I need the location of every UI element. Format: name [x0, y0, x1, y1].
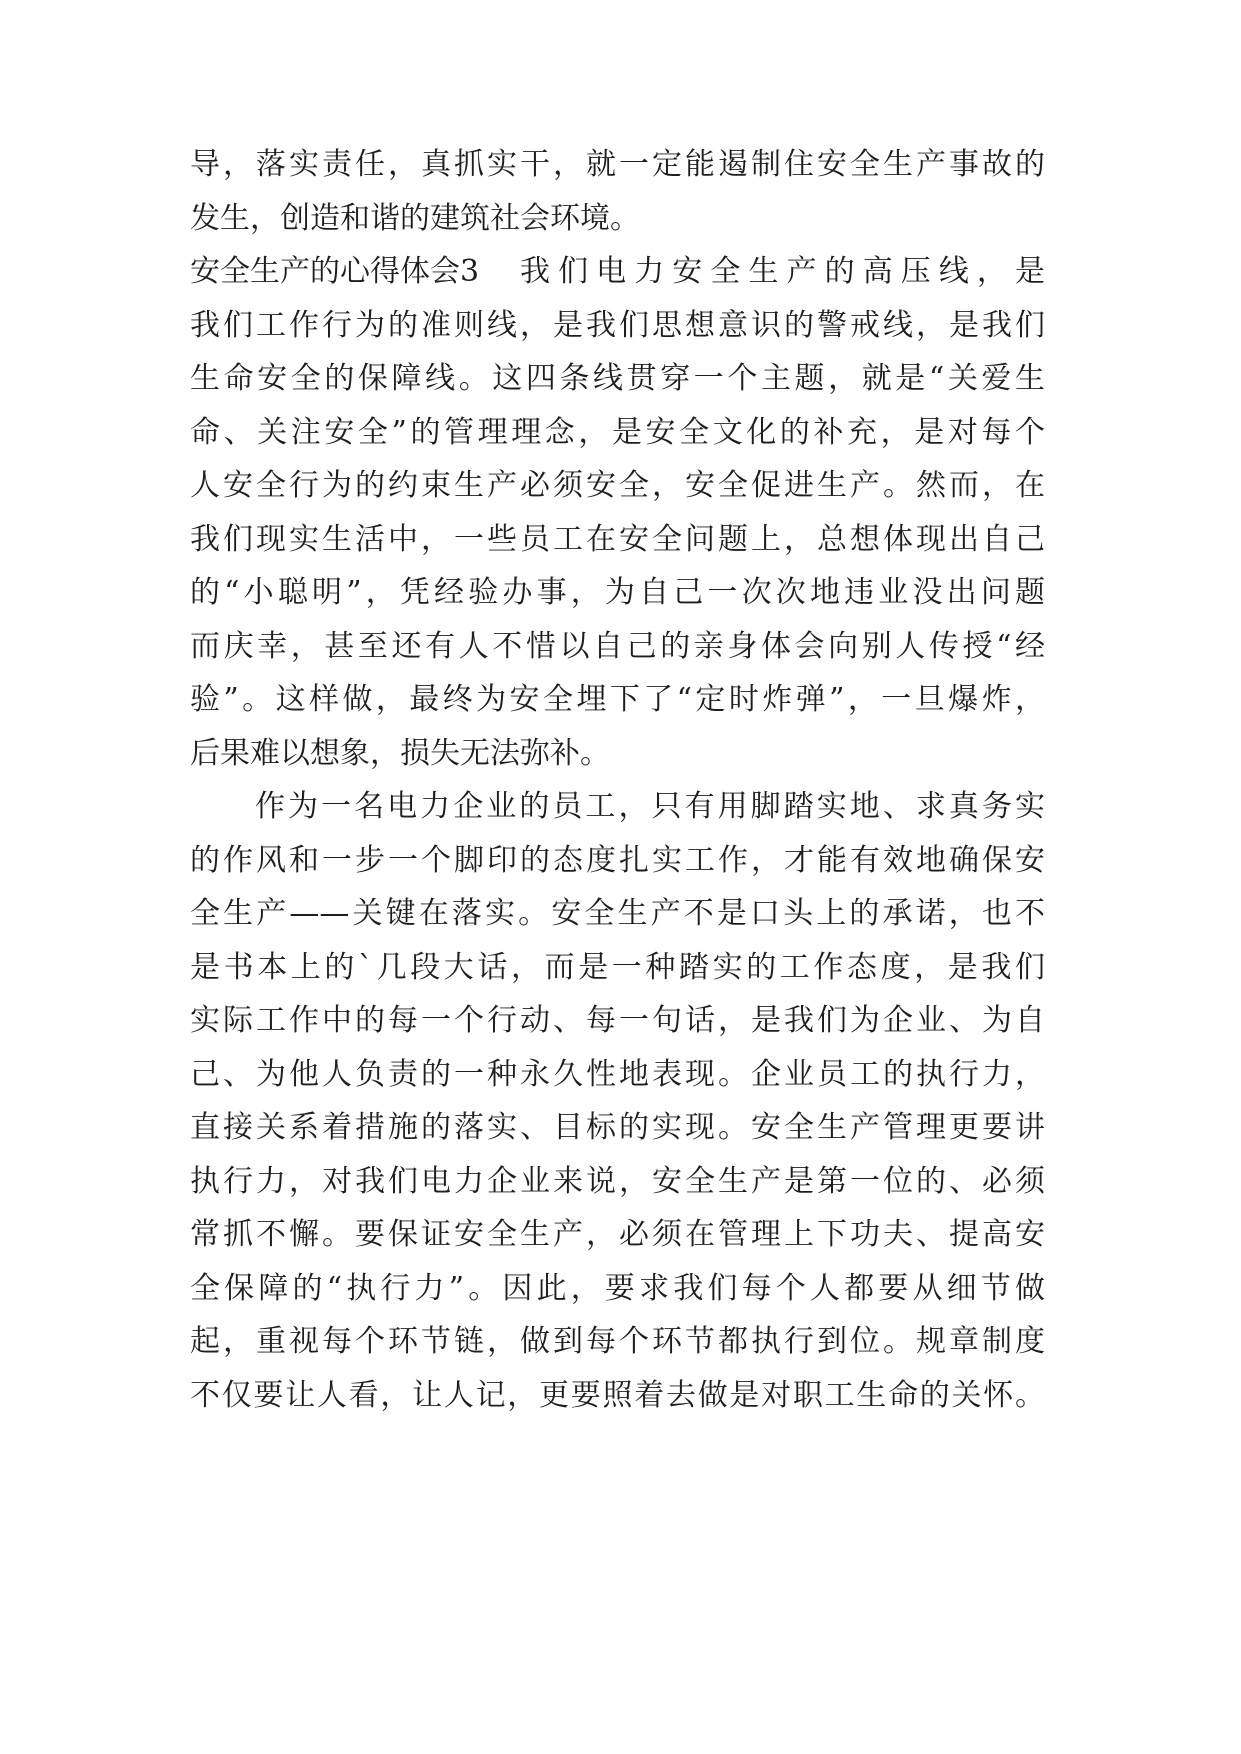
- paragraph-2: [190, 780, 1045, 1422]
- text-line: 人安全行为的约束生产必须安全，安全促进生产。然而，在: [190, 468, 1045, 503]
- paragraph-1: [190, 299, 1045, 781]
- text-line: 我们现实生活中，一些员工在安全问题上，总想体现出自己: [190, 521, 1045, 557]
- text-line: 我们电力安全生产的高压线，是: [520, 254, 1045, 289]
- text-line: 生命安全的保障线。这四条线贯穿一个主题，就是“关爱生: [190, 361, 1045, 396]
- text-line: 发生，创造和谐的建筑社会环境。: [190, 200, 640, 236]
- text-line: 命、关注安全”的管理理念，是安全文化的补充，是对每个: [190, 414, 1045, 450]
- text-line: 验”。这样做，最终为安全埋下了“定时炸弹”，一旦爆炸，: [190, 682, 1045, 717]
- document-page: [190, 138, 1045, 1422]
- text-line: 我们工作行为的准则线，是我们思想意识的警戒线，是我们: [190, 307, 1045, 343]
- text-line: 全保障的“执行力”。因此，要求我们每个人都要从细节做: [190, 1270, 1045, 1306]
- text-line: 的作风和一步一个脚印的态度扎实工作，才能有效地确保安: [190, 842, 1045, 878]
- text-line: 全生产——关键在落实。安全生产不是口头上的承诺，也不: [190, 896, 1045, 931]
- text-line: 实际工作中的每一个行动、每一句话，是我们为企业、为自: [190, 1003, 1045, 1038]
- section-title: 安全生产的心得体会3: [190, 254, 480, 289]
- text-line: 不仅要让人看，让人记，更要照着去做是对职工生命的关怀。: [190, 1377, 1045, 1413]
- text-line: 常抓不懈。要保证安全生产，必须在管理上下功夫、提高安: [190, 1217, 1045, 1252]
- text-line: 己、为他人负责的一种永久性地表现。企业员工的执行力，: [190, 1056, 1045, 1092]
- text-line: 的“小聪明”，凭经验办事，为自己一次次地违业没出问题: [190, 575, 1045, 610]
- text-line: 而庆幸，甚至还有人不惜以自己的亲身体会向别人传授“经: [190, 628, 1045, 664]
- text-line: 直接关系着措施的落实、目标的实现。安全生产管理更要讲: [190, 1110, 1045, 1145]
- section-heading-line: [190, 245, 1045, 299]
- text-line: 起，重视每个环节链，做到每个环节都执行到位。规章制度: [190, 1324, 1045, 1359]
- text-line: 导，落实责任，真抓实干，就一定能遏制住安全生产事故的: [190, 147, 1045, 182]
- text-line: 后果难以想象，损失无法弥补。: [190, 735, 610, 771]
- text-line: 作为一名电力企业的员工，只有用脚踏实地、求真务实: [255, 789, 1045, 824]
- text-line: 执行力，对我们电力企业来说，安全生产是第一位的、必须: [190, 1163, 1045, 1199]
- text-line: 是书本上的`几段大话，而是一种踏实的工作态度，是我们: [190, 949, 1045, 985]
